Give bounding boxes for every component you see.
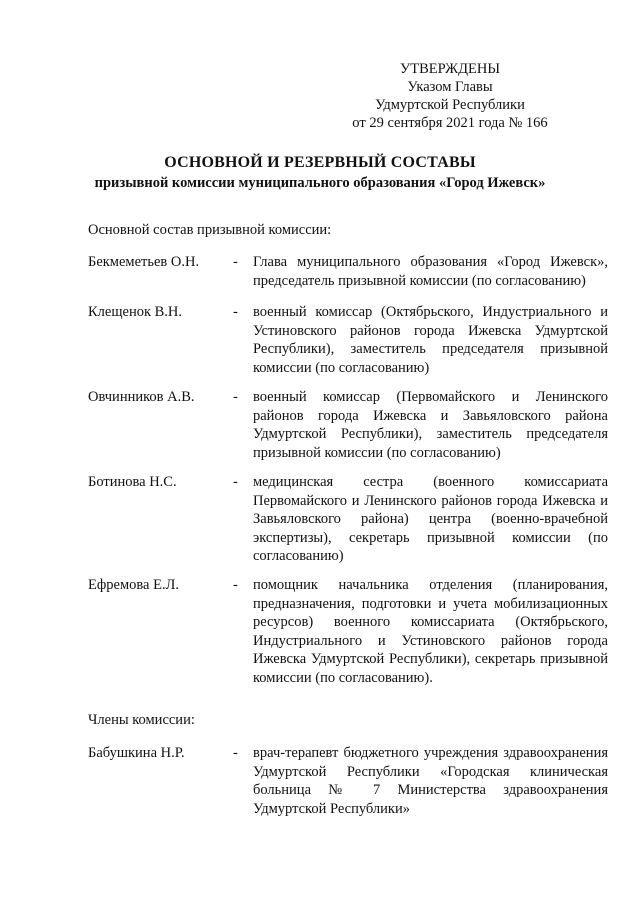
member-name: Ефремова Е.Л. (88, 577, 180, 593)
document-title (40, 153, 600, 193)
approval-republic: Удмуртской Республики (375, 97, 525, 113)
member-name: Бекмеметьев О.Н. (88, 254, 200, 270)
approval-date: от 29 сентября 2021 года № 166 (352, 115, 548, 131)
approval-stamp (340, 60, 560, 132)
member-role: военный комиссар (Первомайского и Ленинского районов города Ижевска и Завьяловского района Удмуртской Республики), заместитель председателя призывной комиссии (по согласованию) (253, 389, 608, 461)
member-role: медицинская сестра (военного комиссариата Первомайского и Ленинского районов города Ижевска и Завьяловского района) центра (военно-врачебной экспертизы), секретарь призывной комиссии (по согласованию) (253, 474, 608, 565)
title-main: ОСНОВНОЙ И РЕЗЕРВНЫЙ СОСТАВЫ (164, 154, 476, 171)
main-section-label: Основной состав призывной комиссии: (88, 222, 332, 238)
member-name: Бабушкина Н.Р. (88, 745, 185, 761)
members-section-label: Члены комиссии: (88, 712, 195, 728)
member-role: военный комиссар (Октябрьского, Индустриального и Устиновского районов города Ижевска Удмуртской Республики), заместитель председателя призывной комиссии (по согласованию) (253, 304, 608, 376)
member-name: Клещенок В.Н. (88, 304, 183, 320)
dash-separator: - (233, 577, 238, 593)
member-name: Ботинова Н.С. (88, 474, 177, 490)
member-role: Глава муниципального образования «Город Ижевск», председатель призывной комиссии (по согласованию) (253, 254, 608, 289)
dash-separator: - (233, 389, 238, 405)
member-role: врач-терапевт бюджетного учреждения здравоохранения Удмуртской Республики «Городская клиническая больница № 7 Министерства здравоохранения Удмуртской Республики» (253, 745, 608, 817)
member-role: помощник начальника отделения (планирования, предназначения, подготовки и учета мобилизационных ресурсов) военного комиссариата (Октябрьского, Индустриального и Устиновского районов города Ижевска Удмуртской Республики), секретарь призывной комиссии (по согласованию). (253, 577, 608, 686)
dash-separator: - (233, 304, 238, 320)
dash-separator: - (233, 254, 238, 270)
title-subtitle: призывной комиссии муниципального образования «Город Ижевск» (94, 175, 546, 191)
member-name: Овчинников А.В. (88, 389, 195, 405)
approval-decree: Указом Главы (407, 79, 493, 95)
dash-separator: - (233, 474, 238, 490)
approval-heading: УТВЕРЖДЕНЫ (399, 61, 501, 77)
dash-separator: - (233, 745, 238, 761)
